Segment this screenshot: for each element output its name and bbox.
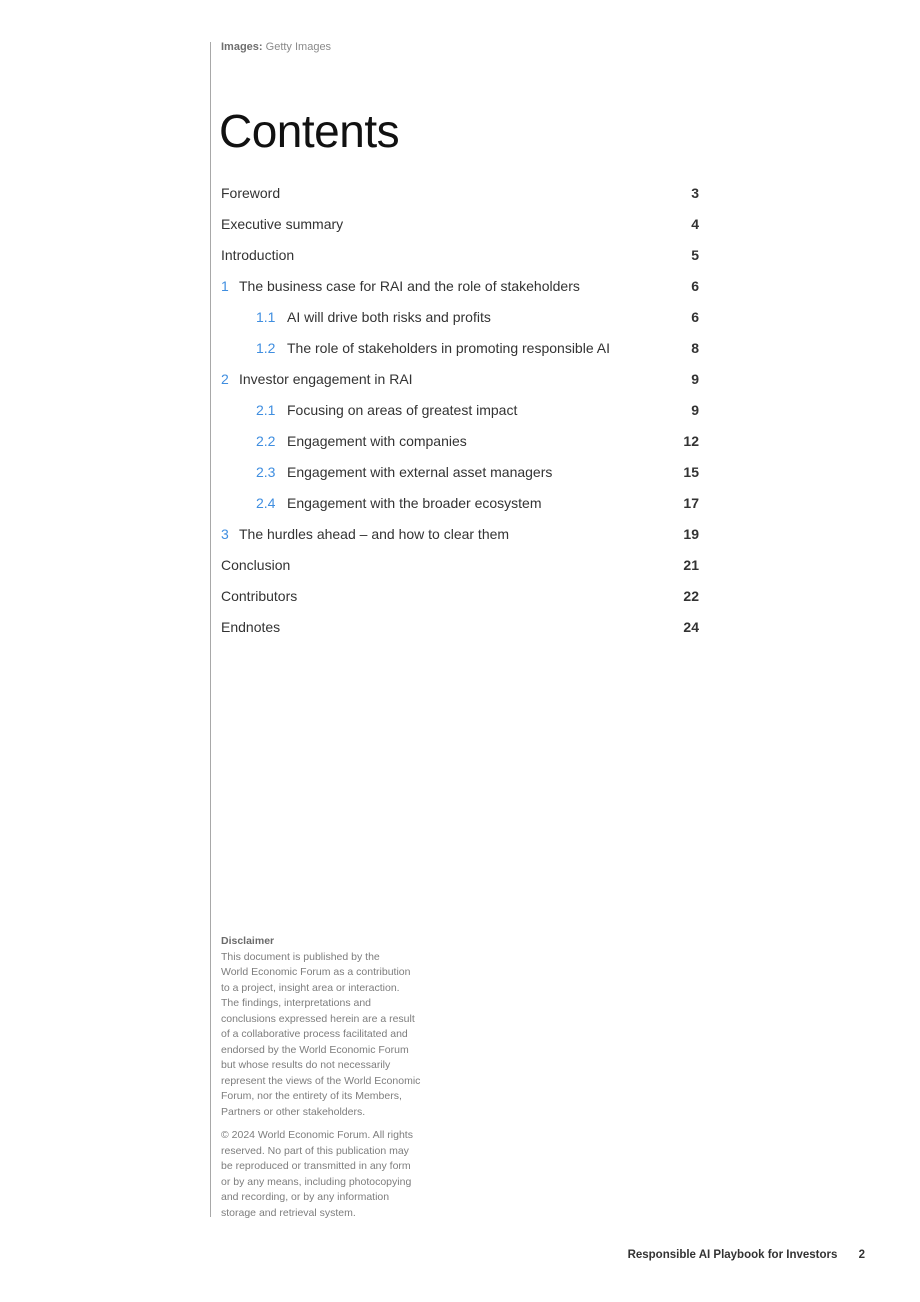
- disclaimer-line: reserved. No part of this publication may: [221, 1144, 409, 1157]
- disclaimer-paragraph-1: [221, 950, 451, 1121]
- disclaimer-line: © 2024 World Economic Forum. All rights: [221, 1129, 413, 1141]
- toc-entry-page: 3: [691, 185, 699, 201]
- toc-entry-page: 19: [683, 526, 699, 542]
- disclaimer-paragraph-2: [221, 1128, 451, 1221]
- disclaimer-line: be reproduced or transmitted in any form: [221, 1160, 411, 1172]
- toc-entry-page: 4: [691, 216, 699, 232]
- toc-entry-page: 5: [691, 247, 699, 263]
- toc-entry-title: Investor engagement in RAI: [239, 371, 413, 387]
- toc-entry[interactable]: [221, 333, 699, 364]
- toc-entry-page: 24: [683, 619, 699, 635]
- toc-entry-page: 8: [691, 340, 699, 356]
- image-credit-label: Images:: [221, 41, 263, 53]
- toc-entry-title: Contributors: [221, 588, 298, 604]
- toc-entry[interactable]: [221, 302, 699, 333]
- toc-entry[interactable]: [221, 271, 699, 302]
- toc-entry[interactable]: [221, 488, 699, 519]
- disclaimer-line: but whose results do not necessarily: [221, 1059, 391, 1071]
- toc-entry-page: 9: [691, 402, 699, 418]
- disclaimer-line: represent the views of the World Economic: [221, 1074, 421, 1087]
- page-title: Contents: [219, 105, 400, 157]
- toc-entry[interactable]: [221, 364, 699, 395]
- toc-entry-number: 2.3: [256, 464, 276, 480]
- toc-entry[interactable]: [221, 209, 699, 240]
- toc-entry-number: 2.1: [256, 402, 276, 418]
- page-footer: [628, 1249, 865, 1261]
- image-credit: [221, 41, 331, 53]
- toc-entry[interactable]: [221, 550, 699, 581]
- toc-entry[interactable]: [221, 426, 699, 457]
- toc-entry[interactable]: [221, 519, 699, 550]
- toc-entry-title: The business case for RAI and the role of stakeholders: [239, 278, 580, 294]
- toc-entry[interactable]: [221, 240, 699, 271]
- toc-entry[interactable]: [221, 457, 699, 488]
- toc-entry-title: Engagement with the broader ecosystem: [287, 495, 542, 511]
- toc-entry-number: 1: [221, 278, 229, 294]
- disclaimer-line: of a collaborative process facilitated and: [221, 1028, 408, 1040]
- disclaimer-line: World Economic Forum as a contribution: [221, 966, 411, 978]
- toc-entry-title: Endnotes: [221, 619, 281, 635]
- disclaimer-line: endorsed by the World Economic Forum: [221, 1043, 409, 1056]
- toc-entry-page: 6: [691, 309, 699, 325]
- footer-document-title: Responsible AI Playbook for Investors: [627, 1249, 838, 1261]
- toc-entry-number: 2: [221, 371, 229, 387]
- disclaimer-title: Disclaimer: [221, 935, 275, 947]
- toc-entry-title: Executive summary: [221, 216, 344, 232]
- toc-entry-title: Engagement with companies: [287, 433, 467, 449]
- margin-rule: [210, 42, 211, 1217]
- toc-entry-title: Focusing on areas of greatest impact: [287, 402, 518, 418]
- disclaimer-line: This document is published by the: [221, 950, 380, 963]
- toc-entry-number: 1.2: [256, 340, 276, 356]
- toc-entry-number: 1.1: [256, 309, 276, 325]
- toc-entry-title: The hurdles ahead – and how to clear them: [239, 526, 510, 542]
- toc-entry-page: 6: [691, 278, 699, 294]
- disclaimer-line: Forum, nor the entirety of its Members,: [221, 1090, 402, 1102]
- toc-entry-number: 2.2: [256, 433, 276, 449]
- toc-entry-title: Introduction: [221, 247, 295, 263]
- toc-entry-page: 17: [683, 495, 699, 511]
- disclaimer-line: The findings, interpretations and: [221, 997, 372, 1009]
- toc-entry[interactable]: [221, 581, 699, 612]
- toc-entry-page: 12: [683, 433, 699, 449]
- toc-entry-page: 9: [691, 371, 699, 387]
- toc-entry-title: Conclusion: [221, 557, 291, 573]
- toc-entry[interactable]: [221, 612, 699, 643]
- toc-entry-title: Engagement with external asset managers: [287, 464, 553, 480]
- disclaimer-line: storage and retrieval system.: [221, 1206, 356, 1219]
- toc-entry-title: The role of stakeholders in promoting responsible AI: [287, 340, 610, 356]
- toc-entry-page: 15: [683, 464, 699, 480]
- toc-entry-number: 3: [221, 526, 229, 542]
- footer-page-number: 2: [858, 1249, 865, 1261]
- disclaimer-line: Partners or other stakeholders.: [221, 1105, 366, 1118]
- table-of-contents: [221, 178, 699, 643]
- toc-entry-title: AI will drive both risks and profits: [287, 309, 491, 325]
- disclaimer-line: or by any means, including photocopying: [221, 1175, 412, 1188]
- toc-entry[interactable]: [221, 395, 699, 426]
- disclaimer-line: to a project, insight area or interaction.: [221, 981, 400, 994]
- disclaimer-line: conclusions expressed herein are a result: [221, 1012, 415, 1025]
- disclaimer-line: and recording, or by any information: [221, 1191, 390, 1203]
- toc-entry-number: 2.4: [256, 495, 276, 511]
- image-credit-text: Getty Images: [265, 41, 332, 53]
- disclaimer: [221, 934, 451, 1221]
- toc-entry-page: 22: [683, 588, 699, 604]
- toc-entry-title: Foreword: [221, 185, 281, 201]
- toc-entry[interactable]: [221, 178, 699, 209]
- toc-entry-page: 21: [683, 557, 699, 573]
